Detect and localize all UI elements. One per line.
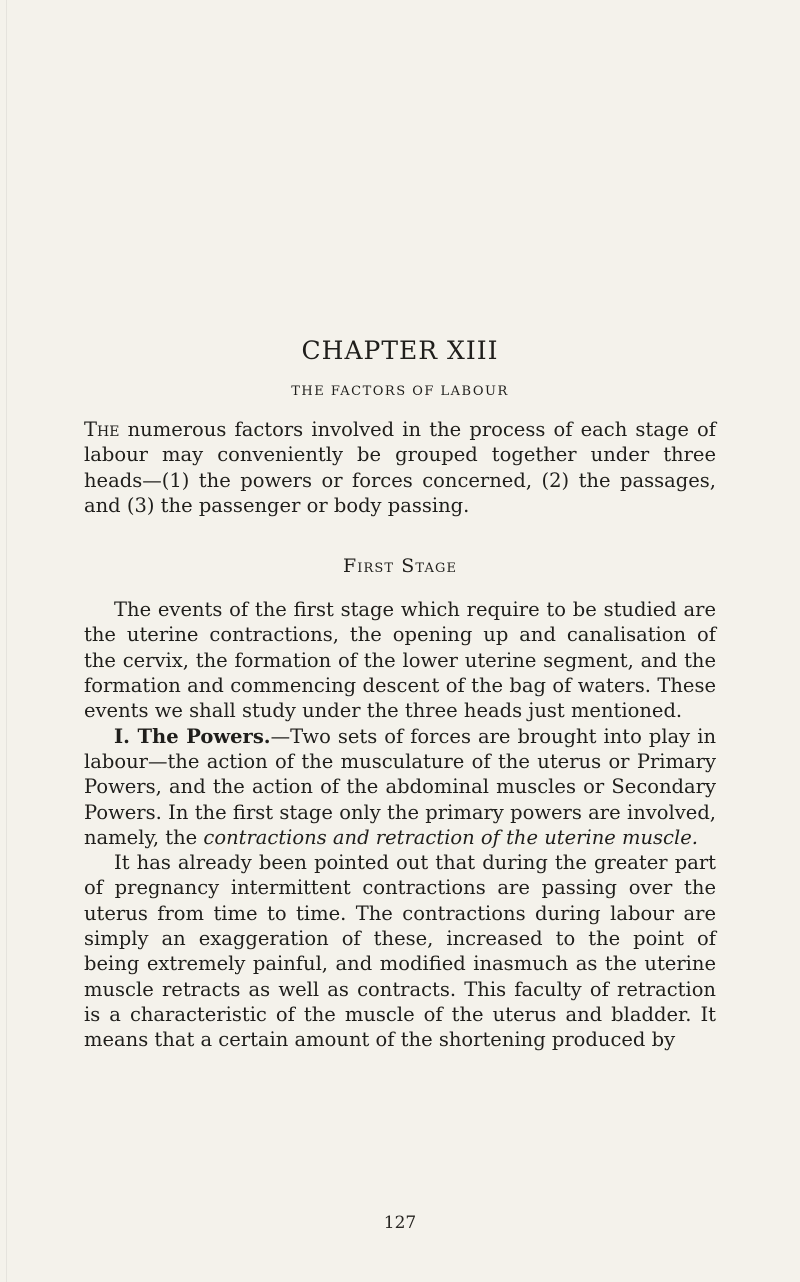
page-edge-shadow bbox=[6, 0, 7, 1282]
chapter-label: CHAPTER XIII bbox=[301, 336, 499, 365]
page-content bbox=[84, 338, 716, 1053]
section-heading: First Stage bbox=[342, 555, 458, 578]
powers-paragraph bbox=[84, 724, 716, 850]
intro-first-word: The bbox=[84, 418, 120, 441]
chapter-title: THE FACTORS OF LABOUR bbox=[291, 384, 509, 399]
powers-heading: I. The Powers. bbox=[114, 724, 271, 748]
retraction-paragraph: It has already been pointed out that during the greater part of pregnancy intermittent contractions are passing over the uterus from time to time. The contractions during labour are simply an exaggeration of these, increased to the point of being extremely painful, and modified inasmuch as the uterine muscle retracts as well as contracts. This faculty of retraction is a characteristic of the muscle of the uterus and bladder. It means that a certain amount of the shortening produced by bbox=[84, 851, 716, 1052]
powers-italic-text: contractions and retraction of the uterine muscle. bbox=[203, 825, 698, 849]
intro-paragraph bbox=[84, 417, 716, 518]
intro-paragraph-text: numerous factors involved in the process of each stage of labour may conveniently be grouped together under three heads—(1) the powers or forces concerned, (2) the passages, and (3) the passenger or body passing. bbox=[84, 418, 716, 517]
page-number: 127 bbox=[383, 1213, 417, 1233]
powers-text: —Two sets of forces are brought into play in labour—the action of the musculature of the uterus or Primary Powers, and the action of the abdominal muscles or Secondary Powers. In the first stage only the primary powers are involved, namely, the bbox=[84, 724, 717, 849]
stage-paragraph: The events of the first stage which require to be studied are the uterine contractions, the opening up and canalisation of the cervix, the formation of the lower uterine segment, and the formation and commencing descent of the bag of waters. These events we shall study under the three heads just mentioned. bbox=[84, 598, 716, 723]
